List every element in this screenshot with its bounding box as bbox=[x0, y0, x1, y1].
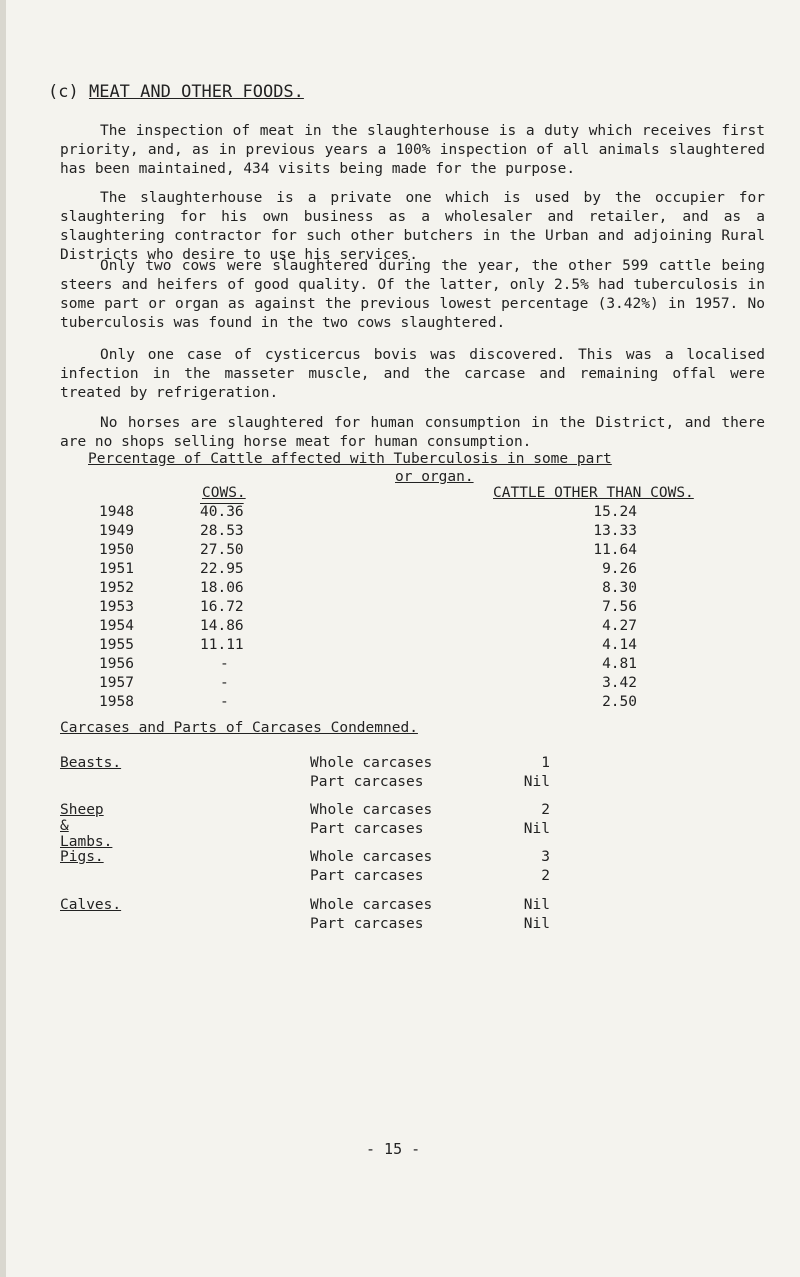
tb-cows-value: - bbox=[220, 675, 229, 691]
tb-other-value: 4.81 bbox=[602, 656, 637, 672]
part-carcases-line bbox=[310, 821, 550, 840]
page-edge-shadow bbox=[0, 0, 6, 1277]
tb-year: 1951 bbox=[99, 561, 134, 577]
paragraph-cysticercus: Only one case of cysticercus bovis was discovered. This was a localised infection in the masseter muscle, and the carcase and remaining offal were treated by refrigeration. bbox=[60, 347, 765, 401]
part-carcases-value: Nil bbox=[523, 774, 550, 790]
part-carcases-value: Nil bbox=[523, 916, 550, 932]
part-carcases-line bbox=[310, 774, 550, 793]
tb-other-value: 8.30 bbox=[602, 580, 637, 596]
whole-carcases-line bbox=[310, 849, 550, 868]
whole-carcases-line bbox=[310, 802, 550, 821]
paragraph-slaughterhouse: The slaughterhouse is a private one which is used by the occupier for slaughtering for his own business as a wholesaler and retailer, and as a slaughtering contractor for such other butchers in the Urban and adjoining Rural Districts who desire to use his services. bbox=[60, 190, 765, 263]
paragraph-cows: Only two cows were slaughtered during the year, the other 599 cattle being steers and heifers of good quality. Of the latter, only 2.5% had tuberculosis in some part or organ as against the previous lowest percentage (3.42%) in 1957. No tuberculosis was found in the two cows slaughtered. bbox=[60, 258, 765, 331]
paragraph-inspection: The inspection of meat in the slaughterhouse is a duty which receives first priority, and, as in previous years a 100% inspection of all animals slaughtered has been maintained, 434 visits being made for the purpose. bbox=[60, 123, 765, 177]
whole-carcases-label: Whole carcases bbox=[310, 755, 433, 771]
part-carcases-value: 2 bbox=[541, 868, 550, 884]
tb-other-value: 4.14 bbox=[602, 637, 637, 653]
tb-other-value: 11.64 bbox=[593, 542, 637, 558]
whole-carcases-value: 2 bbox=[541, 802, 550, 818]
part-carcases-value: Nil bbox=[523, 821, 550, 837]
tb-year: 1957 bbox=[99, 675, 134, 691]
tb-other-value: 7.56 bbox=[602, 599, 637, 615]
whole-carcases-label: Whole carcases bbox=[310, 802, 433, 818]
tb-year: 1958 bbox=[99, 694, 134, 710]
whole-carcases-label: Whole carcases bbox=[310, 849, 433, 865]
animal-label: Calves. bbox=[60, 897, 122, 913]
tb-cows-value: 40.36 bbox=[200, 504, 244, 520]
tb-year: 1954 bbox=[99, 618, 134, 634]
tb-other-value: 15.24 bbox=[593, 504, 637, 520]
whole-carcases-label: Whole carcases bbox=[310, 897, 433, 913]
paragraph-horses: No horses are slaughtered for human consumption in the District, and there are no shops selling horse meat for human consumption. bbox=[60, 415, 765, 450]
tb-year: 1953 bbox=[99, 599, 134, 615]
tb-other-value: 13.33 bbox=[593, 523, 637, 539]
part-carcases-line bbox=[310, 916, 550, 935]
tb-cows-value: 14.86 bbox=[200, 618, 244, 634]
whole-carcases-line bbox=[310, 755, 550, 774]
tb-cows-value: 27.50 bbox=[200, 542, 244, 558]
animal-label: Pigs. bbox=[60, 849, 104, 865]
tb-year: 1949 bbox=[99, 523, 134, 539]
part-carcases-label: Part carcases bbox=[310, 868, 424, 884]
tb-cows-value: - bbox=[220, 656, 229, 672]
page-number: - 15 - bbox=[366, 1140, 421, 1158]
tb-other-value: 3.42 bbox=[602, 675, 637, 691]
section-heading bbox=[48, 82, 304, 102]
tb-table-title-continued: or organ. bbox=[395, 469, 474, 485]
condemned-title: Carcases and Parts of Carcases Condemned. bbox=[60, 720, 418, 736]
tb-cows-value: 11.11 bbox=[200, 637, 244, 653]
tb-year: 1952 bbox=[99, 580, 134, 596]
tb-cows-value: 22.95 bbox=[200, 561, 244, 577]
tb-year: 1948 bbox=[99, 504, 134, 520]
part-carcases-line bbox=[310, 868, 550, 887]
tb-year: 1955 bbox=[99, 637, 134, 653]
tb-year: 1956 bbox=[99, 656, 134, 672]
whole-carcases-line bbox=[310, 897, 550, 916]
section-title: MEAT AND OTHER FOODS. bbox=[88, 82, 304, 102]
tb-cows-value: 28.53 bbox=[200, 523, 244, 539]
tb-table-title: Percentage of Cattle affected with Tuberculosis in some part bbox=[88, 451, 612, 467]
part-carcases-label: Part carcases bbox=[310, 916, 424, 932]
tb-other-value: 4.27 bbox=[602, 618, 637, 634]
tb-cows-value: - bbox=[220, 694, 229, 710]
tb-year: 1950 bbox=[99, 542, 134, 558]
whole-carcases-value: Nil bbox=[523, 897, 550, 913]
whole-carcases-value: 1 bbox=[541, 755, 550, 771]
animal-label: Sheep & Lambs. bbox=[60, 802, 113, 850]
section-label: (c) bbox=[48, 82, 79, 102]
part-carcases-label: Part carcases bbox=[310, 774, 424, 790]
tb-other-value: 9.26 bbox=[602, 561, 637, 577]
tb-col-cattle: CATTLE OTHER THAN COWS. bbox=[493, 485, 694, 501]
tb-other-value: 2.50 bbox=[602, 694, 637, 710]
tb-cows-value: 16.72 bbox=[200, 599, 244, 615]
part-carcases-label: Part carcases bbox=[310, 821, 424, 837]
tb-col-cows: COWS. bbox=[202, 485, 246, 501]
whole-carcases-value: 3 bbox=[541, 849, 550, 865]
animal-label: Beasts. bbox=[60, 755, 122, 771]
tb-cows-value: 18.06 bbox=[200, 580, 244, 596]
